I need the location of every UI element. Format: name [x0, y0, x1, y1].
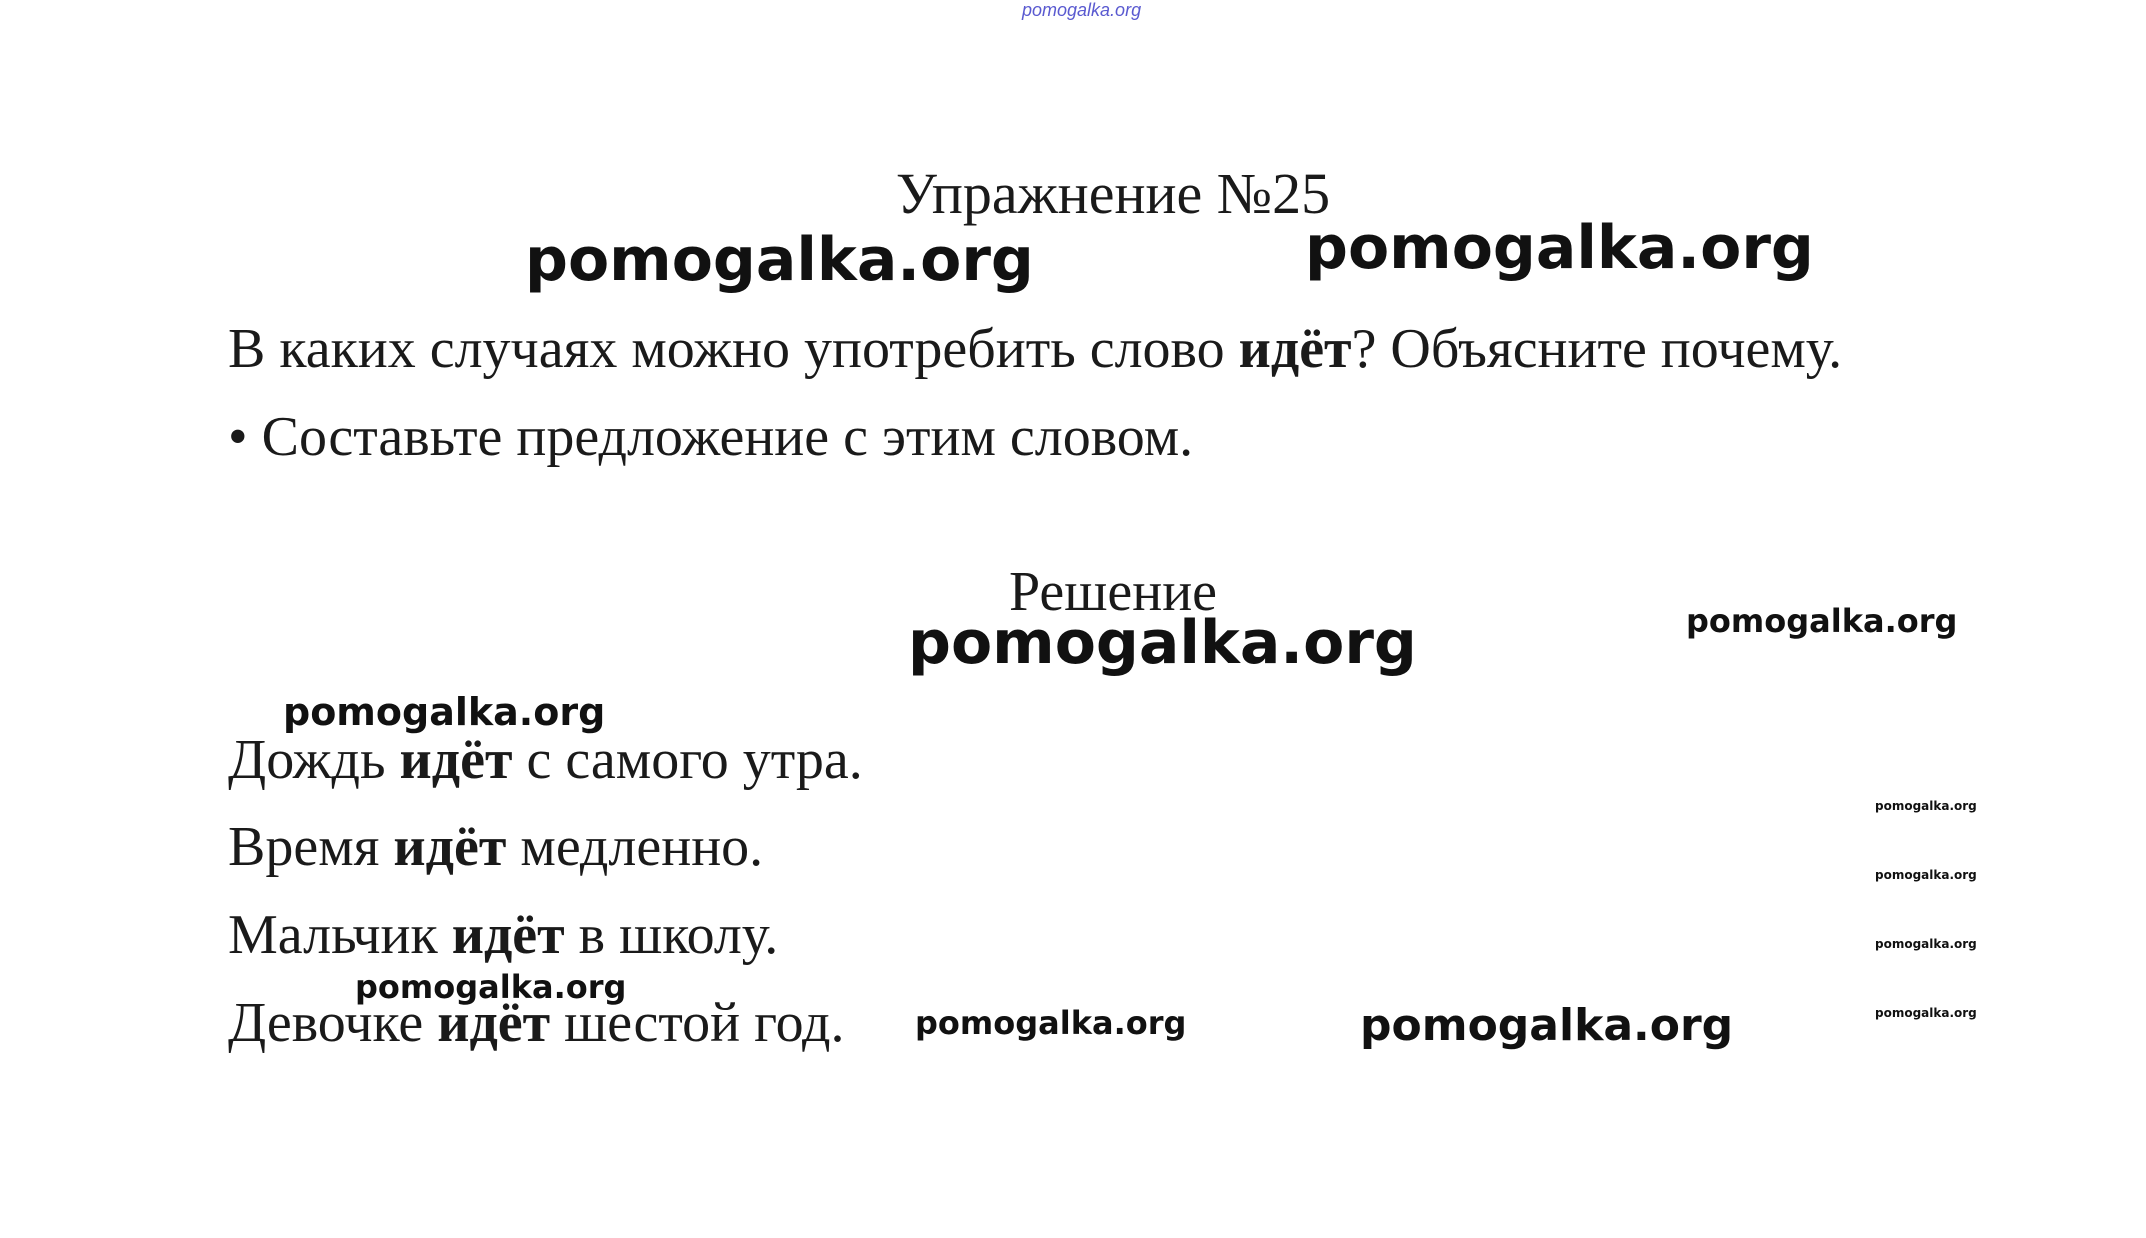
watermark: pomogalka.org [1875, 868, 1977, 882]
exercise-question [228, 317, 1842, 381]
answer-sentence [228, 728, 863, 792]
watermark: pomogalka.org [283, 690, 606, 734]
watermark: pomogalka.org [1875, 1006, 1977, 1020]
exercise-task: • Составьте предложение с этим словом. [228, 406, 1194, 468]
sentence-start: Мальчик [228, 904, 452, 966]
watermark: pomogalka.org [908, 608, 1417, 678]
watermark: pomogalka.org [1875, 799, 1977, 813]
watermark: pomogalka.org [915, 1004, 1187, 1042]
exercise-title: Упражнение №25 [895, 161, 1331, 226]
watermark: pomogalka.org [1360, 1000, 1734, 1051]
sentence-emphasis: идёт [437, 992, 551, 1054]
watermark: pomogalka.org [1305, 213, 1814, 283]
sentence-end: шестой год. [550, 992, 845, 1054]
sentence-start: Девочке [228, 992, 438, 1054]
top-watermark: pomogalka.org [1022, 0, 1142, 20]
sentence-emphasis: идёт [399, 729, 513, 791]
watermark: pomogalka.org [1875, 937, 1977, 951]
question-emphasis: идёт [1238, 318, 1352, 380]
sentence-start: Время [228, 816, 394, 878]
question-text: В каких случаях можно употребить слово [228, 318, 1239, 380]
watermark: pomogalka.org [1686, 602, 1958, 640]
answer-sentence [228, 815, 763, 879]
solution-heading: Решение [1008, 561, 1218, 623]
sentence-emphasis: идёт [393, 816, 507, 878]
sentence-emphasis: идёт [451, 904, 565, 966]
sentence-start: Дождь [228, 729, 400, 791]
sentence-end: медленно. [506, 816, 764, 878]
watermark: pomogalka.org [525, 225, 1034, 295]
answer-sentence [228, 903, 778, 967]
sentence-end: в школу. [564, 904, 779, 966]
sentence-end: с самого утра. [512, 729, 863, 791]
question-text-end: ? Объясните почему. [1351, 318, 1843, 380]
watermark: pomogalka.org [355, 968, 627, 1006]
